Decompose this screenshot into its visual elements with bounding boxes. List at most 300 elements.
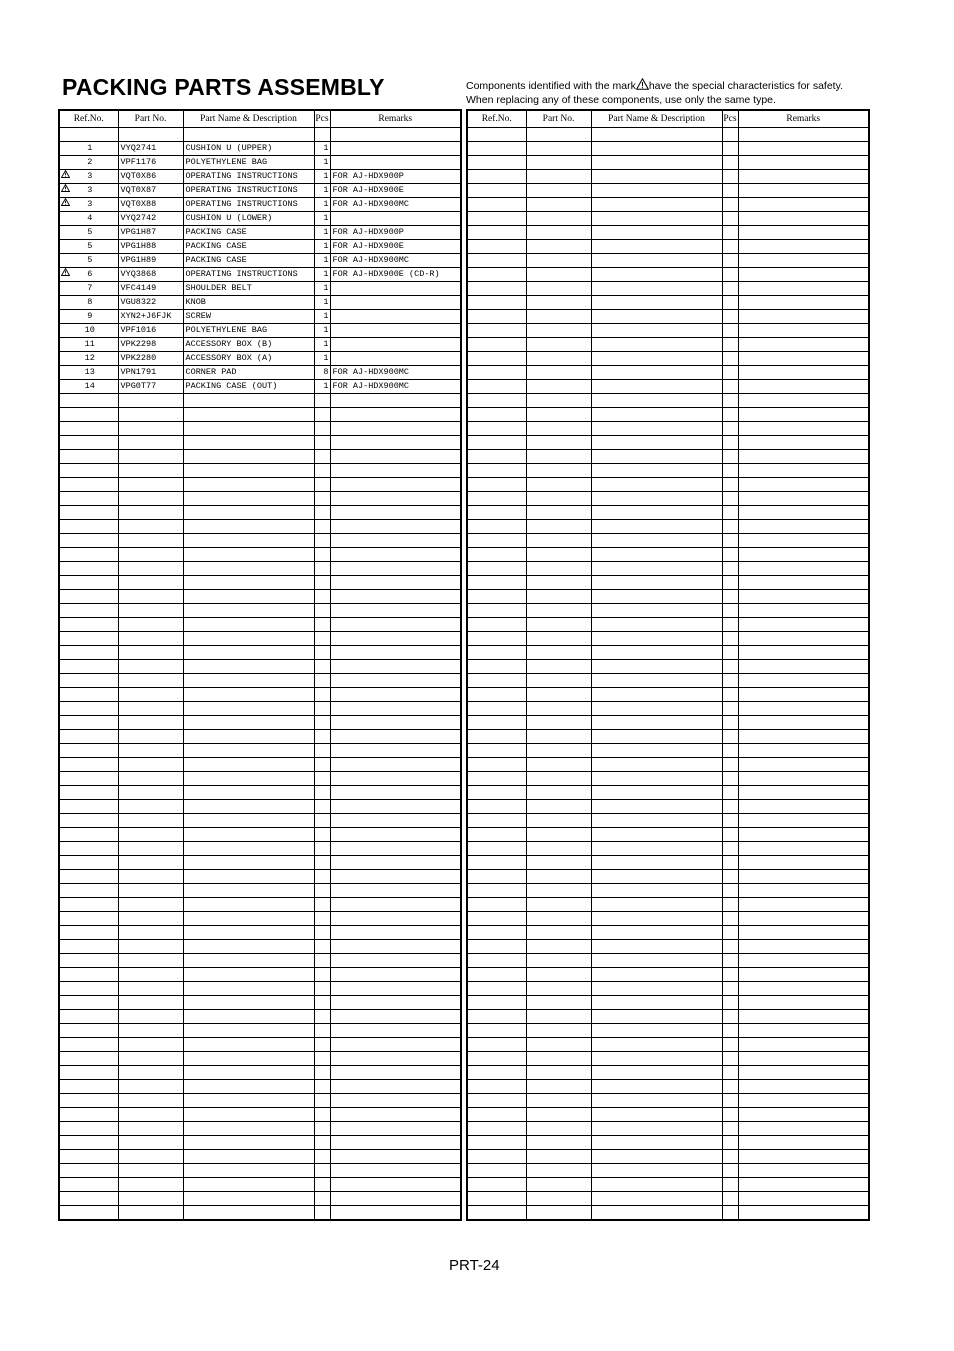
cell-part-no: VQT0X87 [118,184,183,198]
cell-description [591,716,722,730]
cell-part-no [526,338,591,352]
cell-ref [467,1122,526,1136]
cell-pcs [314,1066,330,1080]
cell-pcs [722,828,738,842]
cell-pcs [722,674,738,688]
cell-ref [59,576,118,590]
warning-triangle-icon [636,78,649,94]
cell-ref [467,1108,526,1122]
table-row [467,1122,869,1136]
cell-pcs [314,128,330,142]
cell-description [591,184,722,198]
cell-pcs [722,968,738,982]
cell-description [183,562,314,576]
table-row [467,1010,869,1024]
cell-remarks [738,716,869,730]
cell-description [183,702,314,716]
cell-remarks [330,562,461,576]
safety-note-text-2: have the special characteristics for safety. [648,80,843,92]
cell-remarks [738,464,869,478]
cell-remarks [330,1080,461,1094]
cell-part-no [118,800,183,814]
table-row [59,730,461,744]
cell-pcs [314,1038,330,1052]
cell-pcs [722,1178,738,1192]
cell-remarks [738,562,869,576]
cell-pcs [722,254,738,268]
cell-ref [59,198,118,212]
table-row [467,534,869,548]
table-row [467,1066,869,1080]
cell-description: ACCESSORY BOX (B) [183,338,314,352]
cell-remarks [738,968,869,982]
cell-ref [467,436,526,450]
cell-description [183,604,314,618]
cell-pcs [722,156,738,170]
cell-part-no [526,324,591,338]
cell-remarks: FOR AJ-HDX900E [330,184,461,198]
cell-pcs [722,800,738,814]
col-header-part: Part No. [526,110,591,128]
cell-remarks [330,996,461,1010]
cell-remarks [738,842,869,856]
cell-pcs [314,1136,330,1150]
cell-description [591,1094,722,1108]
cell-ref [59,786,118,800]
cell-ref [59,814,118,828]
cell-pcs [314,926,330,940]
cell-description [183,1192,314,1206]
cell-description [591,1052,722,1066]
table-row [59,1024,461,1038]
cell-pcs [722,912,738,926]
cell-remarks [738,534,869,548]
cell-remarks [330,856,461,870]
cell-remarks [738,520,869,534]
cell-remarks [738,870,869,884]
cell-description [591,786,722,800]
table-row [59,422,461,436]
cell-description [183,1010,314,1024]
cell-remarks [330,534,461,548]
cell-part-no [118,1164,183,1178]
cell-ref [467,912,526,926]
cell-description [591,744,722,758]
cell-remarks [738,1136,869,1150]
cell-description [591,212,722,226]
cell-pcs [314,884,330,898]
cell-part-no [118,996,183,1010]
cell-remarks [330,548,461,562]
table-row [467,772,869,786]
cell-remarks [738,184,869,198]
col-header-desc: Part Name & Description [591,110,722,128]
cell-part-no [526,730,591,744]
cell-part-no [526,828,591,842]
table-row [467,436,869,450]
cell-remarks [738,912,869,926]
table-row [59,1178,461,1192]
cell-description [591,688,722,702]
cell-remarks [738,618,869,632]
cell-description [183,590,314,604]
cell-ref [467,1066,526,1080]
table-row [467,716,869,730]
cell-part-no: VPF1016 [118,324,183,338]
table-row [467,758,869,772]
cell-pcs: 1 [314,380,330,394]
table-row [59,226,461,240]
cell-part-no [526,646,591,660]
cell-pcs [722,548,738,562]
cell-description [183,716,314,730]
cell-remarks [738,548,869,562]
table-row [467,1164,869,1178]
table-row [467,450,869,464]
cell-part-no [118,646,183,660]
safety-mark-icon [61,268,70,281]
cell-remarks [330,1136,461,1150]
cell-description [591,968,722,982]
table-row [59,954,461,968]
cell-description [591,590,722,604]
table-row [467,730,869,744]
cell-remarks [330,688,461,702]
cell-part-no [118,618,183,632]
cell-pcs [722,870,738,884]
table-row [467,898,869,912]
cell-description [591,618,722,632]
cell-part-no [526,1136,591,1150]
cell-ref [59,520,118,534]
table-row [59,450,461,464]
cell-remarks [330,1192,461,1206]
cell-remarks [330,394,461,408]
cell-ref [59,856,118,870]
cell-description [183,450,314,464]
table-row [59,324,461,338]
cell-part-no [118,1150,183,1164]
cell-remarks [330,954,461,968]
cell-description [183,128,314,142]
cell-remarks [738,1052,869,1066]
cell-part-no [526,366,591,380]
cell-pcs [314,632,330,646]
cell-part-no [118,1024,183,1038]
cell-remarks [738,380,869,394]
cell-pcs [314,1150,330,1164]
cell-part-no [526,1080,591,1094]
cell-ref [467,562,526,576]
table-row [59,716,461,730]
cell-part-no [526,842,591,856]
table-row [59,814,461,828]
cell-part-no [526,1108,591,1122]
cell-pcs: 1 [314,282,330,296]
cell-description [591,954,722,968]
cell-ref [59,828,118,842]
cell-description [591,604,722,618]
cell-part-no [526,156,591,170]
table-row [59,142,461,156]
cell-ref [59,1164,118,1178]
cell-pcs [722,1094,738,1108]
cell-description [183,548,314,562]
cell-ref [467,1010,526,1024]
cell-ref [59,1024,118,1038]
cell-part-no [526,716,591,730]
cell-part-no [118,534,183,548]
cell-pcs [722,380,738,394]
cell-part-no [118,772,183,786]
cell-description: OPERATING INSTRUCTIONS [183,198,314,212]
cell-remarks [330,674,461,688]
cell-part-no [118,450,183,464]
table-row [59,1150,461,1164]
cell-remarks [330,968,461,982]
cell-part-no [526,1010,591,1024]
table-row [59,198,461,212]
cell-description [591,870,722,884]
table-row [59,534,461,548]
cell-ref: 5 [59,240,118,254]
table-row [59,408,461,422]
cell-part-no [526,310,591,324]
cell-pcs: 1 [314,212,330,226]
cell-part-no [526,268,591,282]
table-row [467,856,869,870]
table-header-row [467,110,869,128]
cell-remarks [330,436,461,450]
table-row [59,562,461,576]
cell-description: POLYETHYLENE BAG [183,156,314,170]
table-row [467,170,869,184]
cell-pcs [722,450,738,464]
cell-part-no [118,548,183,562]
cell-part-no [118,562,183,576]
col-header-part: Part No. [118,110,183,128]
cell-part-no [526,674,591,688]
cell-ref: 10 [59,324,118,338]
cell-pcs [314,604,330,618]
cell-description [183,1164,314,1178]
cell-ref: 8 [59,296,118,310]
cell-pcs [722,520,738,534]
table-row [467,702,869,716]
cell-pcs: 1 [314,324,330,338]
cell-remarks [330,814,461,828]
cell-pcs [722,240,738,254]
cell-pcs [314,688,330,702]
cell-ref [59,436,118,450]
cell-ref [467,506,526,520]
cell-description [183,1136,314,1150]
cell-pcs [314,1108,330,1122]
cell-pcs [314,954,330,968]
cell-ref [467,198,526,212]
cell-pcs [314,534,330,548]
cell-pcs [722,884,738,898]
cell-part-no [118,730,183,744]
cell-description [591,576,722,590]
cell-ref [59,128,118,142]
col-header-remarks: Remarks [738,110,869,128]
cell-description [591,520,722,534]
cell-ref [59,478,118,492]
cell-ref [59,590,118,604]
cell-remarks [330,912,461,926]
cell-remarks [738,744,869,758]
cell-description [591,492,722,506]
cell-part-no [526,254,591,268]
cell-pcs: 1 [314,254,330,268]
cell-part-no [526,968,591,982]
table-row [467,324,869,338]
cell-remarks [330,800,461,814]
cell-remarks [330,506,461,520]
table-row [59,352,461,366]
cell-pcs [722,590,738,604]
parts-table-right [466,109,870,1221]
cell-remarks [738,1094,869,1108]
table-row [467,142,869,156]
cell-part-no [118,884,183,898]
table-row [59,884,461,898]
table-row [59,1010,461,1024]
cell-part-no [526,632,591,646]
cell-part-no [118,1136,183,1150]
cell-ref [59,982,118,996]
cell-part-no [526,352,591,366]
cell-ref [59,492,118,506]
cell-part-no [526,660,591,674]
cell-ref [59,842,118,856]
table-row [59,380,461,394]
table-row [59,1066,461,1080]
cell-remarks [330,310,461,324]
cell-remarks: FOR AJ-HDX900MC [330,198,461,212]
cell-ref [59,940,118,954]
cell-ref: 12 [59,352,118,366]
cell-ref [59,926,118,940]
cell-ref [59,1108,118,1122]
cell-ref [467,744,526,758]
safety-mark-icon [61,170,70,183]
cell-pcs [722,436,738,450]
cell-description [591,254,722,268]
cell-ref [467,184,526,198]
table-row [59,940,461,954]
table-row [467,352,869,366]
cell-remarks [738,128,869,142]
cell-part-no [526,506,591,520]
table-row [467,1108,869,1122]
cell-remarks: FOR AJ-HDX900P [330,170,461,184]
col-header-pcs: Pcs [722,110,738,128]
cell-description [591,940,722,954]
cell-ref [467,674,526,688]
cell-part-no [526,576,591,590]
cell-part-no [526,170,591,184]
cell-part-no [526,464,591,478]
cell-description [591,436,722,450]
table-row [59,506,461,520]
cell-pcs [722,842,738,856]
cell-part-no [526,618,591,632]
cell-part-no [118,128,183,142]
cell-remarks [738,1164,869,1178]
table-row [467,128,869,142]
table-row [467,562,869,576]
cell-part-no [118,716,183,730]
cell-description [591,1038,722,1052]
cell-pcs [722,772,738,786]
cell-pcs [722,1066,738,1080]
table-row [59,1192,461,1206]
table-row [59,1122,461,1136]
cell-description [183,772,314,786]
page-number: PRT-24 [449,1257,500,1274]
cell-description [591,926,722,940]
cell-part-no [526,212,591,226]
safety-note-text-3: When replacing any of these components, use only the same type. [466,93,776,106]
cell-description [591,856,722,870]
table-row [59,1164,461,1178]
cell-part-no: VPG1H89 [118,254,183,268]
cell-part-no: VPG0T77 [118,380,183,394]
cell-part-no [118,968,183,982]
table-row [467,674,869,688]
cell-description [591,1010,722,1024]
table-row [59,786,461,800]
cell-description [591,394,722,408]
cell-part-no [526,954,591,968]
cell-pcs [722,198,738,212]
cell-part-no [526,604,591,618]
cell-pcs: 1 [314,198,330,212]
cell-description: CUSHION U (LOWER) [183,212,314,226]
cell-ref [59,800,118,814]
cell-ref [467,520,526,534]
cell-remarks [330,128,461,142]
cell-description [591,800,722,814]
cell-part-no [118,828,183,842]
cell-description [183,800,314,814]
cell-pcs [314,1080,330,1094]
cell-remarks [330,520,461,534]
cell-remarks [330,352,461,366]
cell-description [183,576,314,590]
cell-remarks [330,212,461,226]
cell-pcs [314,982,330,996]
table-row [467,744,869,758]
cell-pcs [722,646,738,660]
cell-ref [467,548,526,562]
cell-remarks [330,1178,461,1192]
cell-ref [467,534,526,548]
cell-pcs [314,506,330,520]
cell-description [591,730,722,744]
table-row [467,254,869,268]
cell-ref [467,128,526,142]
cell-description [591,772,722,786]
cell-pcs [314,478,330,492]
cell-description [591,884,722,898]
cell-description [183,422,314,436]
table-row [59,618,461,632]
cell-pcs: 1 [314,142,330,156]
cell-remarks [330,660,461,674]
